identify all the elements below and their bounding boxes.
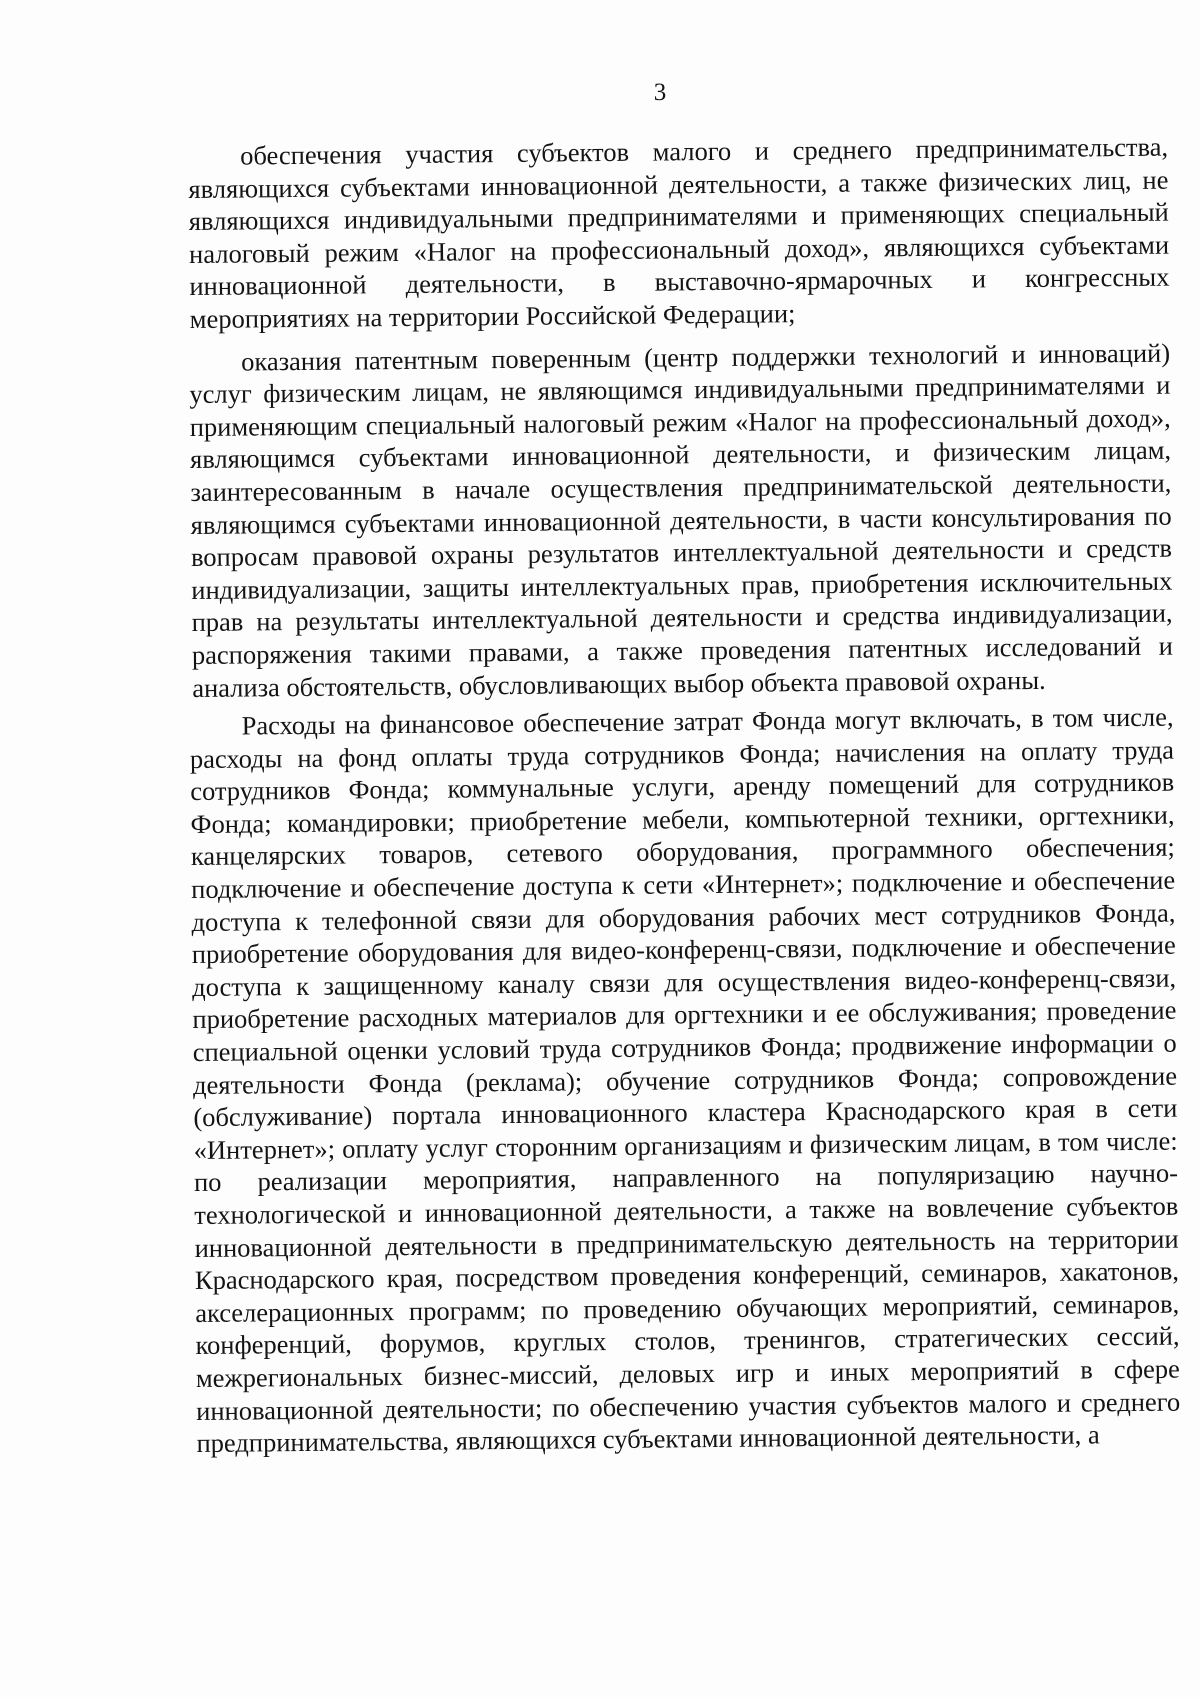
document-body — [188, 131, 1181, 1460]
paragraph-patent-services: оказания патентным поверенным (центр поддержки технологий и инноваций) услуг физическим лицам, не являющимся индивидуальными предпринимателями и применяющим специальный налоговый режим «Налог на профессиональный доход», являющимся субъектами инновационной деятельности, и физическим лицам, заинтересованным в начале осуществления предпринимательской деятельности, являющимся субъектами инновационной деятельности, в части консультирования по вопросам правовой охраны результатов интеллектуальной деятельности и средств индивидуализации, защиты интеллектуальных прав, приобретения исключительных прав на результаты интеллектуальной деятельности и средства индивидуализации, распоряжения такими правами, а также проведения патентных исследований и анализа обстоятельств, обусловливающих выбор объекта правовой охраны. — [189, 337, 1174, 703]
paragraph-fund-expenses: Расходы на финансовое обеспечение затрат Фонда могут включать, в том числе, расходы на фонд оплаты труда сотрудников Фонда; начисления на оплату труда сотрудников Фонда; коммунальные услуги, аренду помещений для сотрудников Фонда; командировки; приобретение мебели, компьютерной техники, оргтехники, канцелярских товаров, сетевого оборудования, программного обеспечения; подключение и обеспечение доступа к сети «Интернет»; подключение и обеспечение доступа к телефонной связи для оборудования рабочих мест сотрудников Фонда, приобретение оборудования для видео-конференц-связи, подключение и обеспечение доступа к защищенному каналу связи для осуществления видео-конференц-связи, приобретение расходных материалов для оргтехники и ее обслуживания; проведение специальной оценки условий труда сотрудников Фонда; продвижение информации о деятельности Фонда (реклама); обучение сотрудников Фонда; сопровождение (обслуживание) портала инновационного кластера Краснодарского края в сети «Интернет»; оплату услуг сторонним организациям и физическим лицам, в том числе: по реализации мероприятия, направленного на популяризацию научно-технологической и инновационной деятельности, а также на вовлечение субъектов инновационной деятельности в предпринимательскую деятельность на территории Краснодарского края, посредством проведения конференций, семинаров, хакатонов, акселерационных программ; по проведению обучающих мероприятий, семинаров, конференций, форумов, круглых столов, тренингов, стратегических сессий, межрегиональных бизнес-миссий, деловых игр и иных мероприятий в сфере инновационной деятельности; по обеспечению участия субъектов малого и среднего предпринимательства, являющихся субъектами инновационной деятельности, а — [189, 701, 1181, 1459]
page-number: 3 — [653, 79, 667, 106]
paragraph-exhibitions: обеспечения участия субъектов малого и среднего предпринимательства, являющихся субъектами инновационной деятельности, а также физических лиц, не являющихся индивидуальными предпринимателями и применяющих специальный налоговый режим «Налог на профессиональный доход», являющихся субъектами инновационной деятельности, в выставочно-ярмарочных и конгрессных мероприятиях на территории Российской Федерации; — [188, 131, 1170, 334]
